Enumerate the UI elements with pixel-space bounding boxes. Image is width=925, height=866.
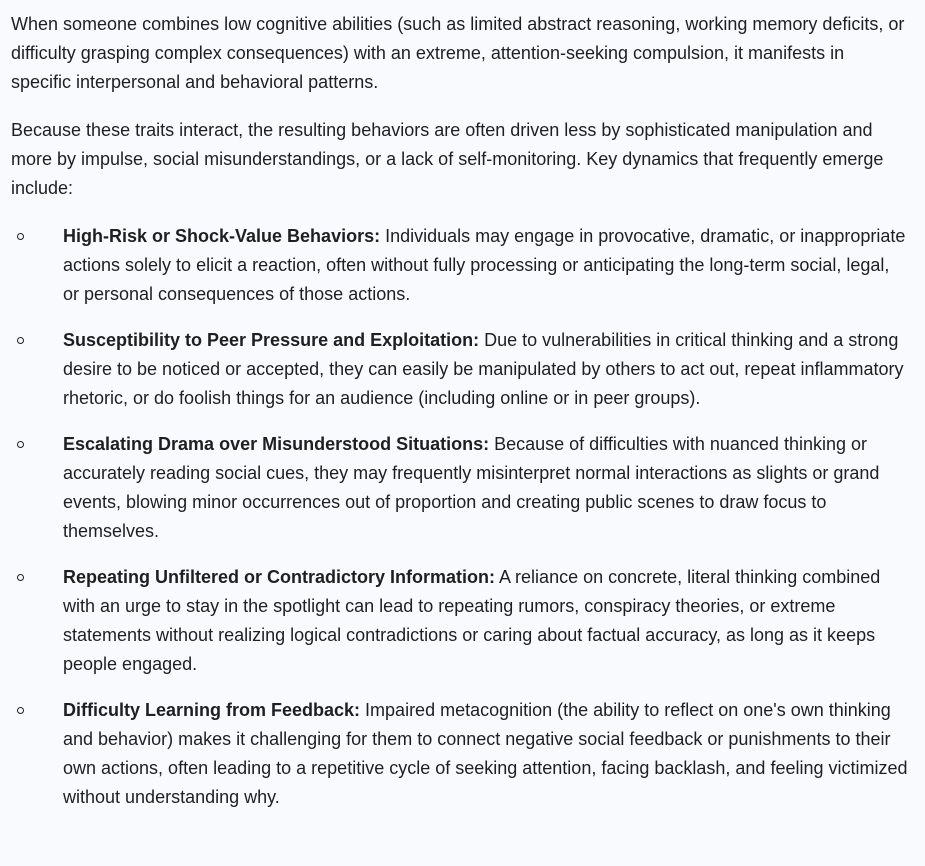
list-item-text: A reliance on concrete, literal thinking combined with an urge to stay in the spotlight can lead to repeating rumors, conspiracy theories, or extreme statements without realizing logical contradictions or caring about factual accuracy, as long as it keeps people engaged. (63, 567, 881, 674)
list-item-term: High-Risk or Shock-Value Behaviors: (63, 226, 381, 246)
dynamics-list (11, 222, 909, 812)
list-item-term: Repeating Unfiltered or Contradictory Information: (63, 567, 496, 587)
list-item (11, 430, 909, 546)
intro-paragraph: When someone combines low cognitive abilities (such as limited abstract reasoning, working memory deficits, or difficulty grasping complex consequences) with an extreme, attention-seeking compulsion, it manifests in specific interpersonal and behavioral patterns. (11, 14, 905, 92)
context-paragraph: Because these traits interact, the resulting behaviors are often driven less by sophisticated manipulation and more by impulse, social misunderstandings, or a lack of self-monitoring. Key dynamics that frequently emerge include: (11, 120, 884, 198)
list-item-term: Escalating Drama over Misunderstood Situations: (63, 434, 490, 454)
hollow-bullet-icon (17, 233, 24, 240)
list-item-text: Impaired metacognition (the ability to reflect on one's own thinking and behavior) makes it challenging for them to connect negative social feedback or punishments to their own actions, often leading to a repetitive cycle of seeking attention, facing backlash, and feeling victimized without understanding why. (63, 700, 908, 807)
list-item-text: Individuals may engage in provocative, dramatic, or inappropriate actions solely to elicit a reaction, often without fully processing or anticipating the long-term social, legal, or personal consequences of those actions. (63, 226, 906, 304)
hollow-bullet-icon (17, 441, 24, 448)
hollow-bullet-icon (17, 337, 24, 344)
list-item-text: Due to vulnerabilities in critical thinking and a strong desire to be noticed or accepted, they can easily be manipulated by others to act out, repeat inflammatory rhetoric, or do foolish things for an audience (including online or in peer groups). (63, 330, 904, 408)
hollow-bullet-icon (17, 574, 24, 581)
hollow-bullet-icon (17, 707, 24, 714)
list-item (11, 563, 909, 679)
list-item (11, 696, 909, 812)
list-item-term: Difficulty Learning from Feedback: (63, 700, 361, 720)
list-item (11, 326, 909, 413)
list-item-term: Susceptibility to Peer Pressure and Exploitation: (63, 330, 480, 350)
list-item (11, 222, 909, 309)
list-item-text: Because of difficulties with nuanced thinking or accurately reading social cues, they may frequently misinterpret normal interactions as slights or grand events, blowing minor occurrences out of proportion and creating public scenes to draw focus to themselves. (63, 434, 880, 541)
